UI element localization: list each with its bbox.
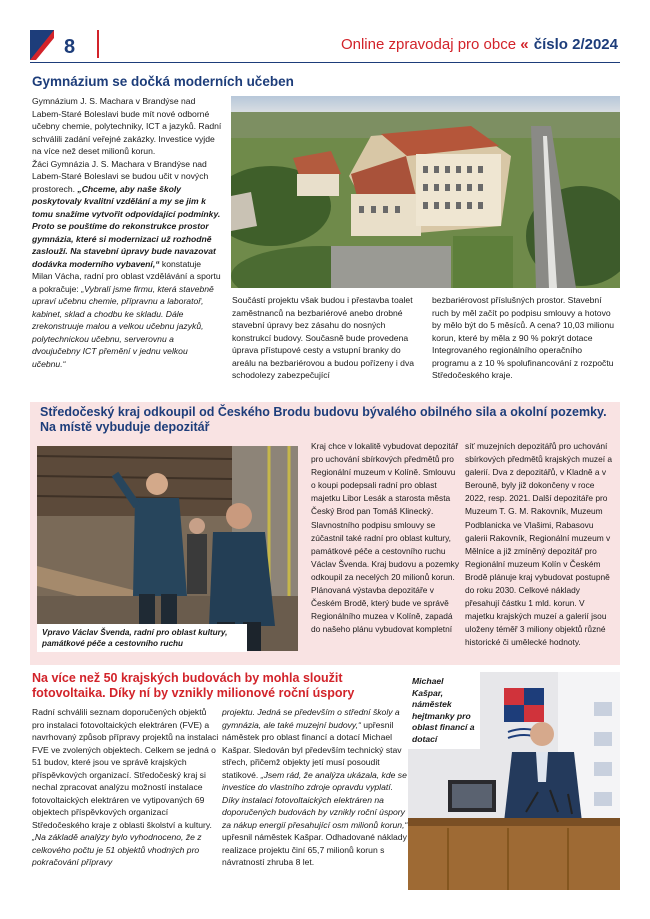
quote-italic: projektu. Jedná se především o střední školy a gymnázia, ale také muzejní budovy,“ (222, 707, 400, 730)
article3-column-2 (222, 706, 408, 869)
region-logo (30, 30, 54, 60)
header-rule (30, 62, 620, 63)
article1-column-1 (32, 95, 222, 370)
quote-bold: „Chceme, aby naše školy poskytovaly kvalitní vzdělání a my se jim k tomu snažíme vytvořit odpovídající podmínky. Proto se pouštíme do rekonstrukce prostor gymnázia, které si modernizaci už rozhodně zaslouží. Na stavební úpravy bude navazovat dodávka moderního vybavení,“ (32, 183, 221, 269)
publication-header (341, 36, 618, 53)
article1-column-3: bezbariérovost příslušných prostor. Stavební ruch by měl začít po podpisu smlouvy a hotovo by mělo být do 5 měsíců. A cena? 10,03 milionu korun, které by měla z 90 % pokrýt dotace Integrovaného regionálního operačního programu a z 10 % spolufinancování z rozpočtu Středočeského kraje. (432, 295, 615, 380)
text-run: upřesnil náměstek pro oblast financí a dotací Michael Kašpar. Sledován byl především technický stav střech, přičemž objekty jetí musí posoudit statikové. (222, 719, 402, 780)
publication-name: Online zpravodaj pro obce (340, 36, 517, 53)
article2-title: Středočeský kraj odkoupil od Českého Brodu budovu bývalého obilného sila a okolní pozemky. Na místě vybuduje depozitář (40, 405, 607, 434)
page-number: 8 (64, 36, 76, 58)
article2-photo-caption: Vpravo Václav Švenda, radní pro oblast kultury, památkové péče a cestovního ruchu (37, 624, 247, 652)
text-run: Radní schválili seznam doporučených objektů pro instalaci fotovoltaických elektráren (FVE) a navrhovaný způsob přípravy projektů na instalaci FVE ve zvolených objektech. Celkem se jedná o 51 budov, které jsou ve správě krajských příspěvkových organizací. Středočeský kraj si nechal zpracovat analýzu možností instalace fotovoltaických elektráren ve vytipovaných 69 objektech příspěvkových organizací Středočeského kraje z oblasti školství a kultury. (32, 707, 219, 830)
article1-paragraph (32, 158, 222, 371)
article2-column-1: Kraj chce v lokalitě vybudovat depozitář pro uchování sbírkových předmětů pro Regionální muzeum v Kolíně. Smlouvu o koupi podepsali radní pro oblast majetku Libor Lesák a starosta města Český Brod pan Tomáš Klinecký. Slavnostního podpisu smlouvy se zúčastnil také radní pro oblast kultury, památkové péče a cestovního ruchu Václav Švenda. Kraj budovu a pozemky odkoupil za necelých 20 milionů korun. Plánovaná výstavba depozitáře v Českém Brodě, který bude ve správě Regionálního muzea v Kolíně, zapadá do našeho plánu vybudovat kompletní (311, 441, 460, 635)
quote-italic: „Jsem rád, že analýza ukázala, kde se investice do vlastního zdroje opravdu vyplatí. Díky instalaci fotovoltaických elektráren na doporučených budovách by vznikly roční úspory za nákup energií přesahující osm milionů korun,“ (222, 769, 408, 830)
quote-italic: „Vybralí jsme firmu, která stavebně upraví učebnu chemie, přípravnu a laboratoř, kabinet, sklad a chodbu ke skladu. Dále zrekonstruuje malou a velkou učebnu jazyků, polytechnickou učebnu, serverovnu a dvoujučebny ICT přemění v jednu velkou učebnu.“ (32, 283, 214, 369)
quote-italic: „Na základě analýzy bylo vyhodnoceno, že z celkového počtu je 51 objektů vhodných pro pokračování přípravy (32, 832, 202, 867)
article1-title: Gymnázium se dočká moderních učeben (32, 74, 294, 89)
header-divider (97, 30, 99, 58)
text-run: upřesnil náměstek Kašpar. Odhadované náklady realizace projektu činí 65,7 milionů korun s návratností zhruba 8 let. (222, 832, 407, 867)
silo-interior-photo (37, 446, 298, 651)
gymnasium-aerial-photo (231, 96, 620, 288)
text-run: Žáci Gymnázia J. S. Machara v Brandýse nad Labem-Staré Boleslavi se budou učit v nových prostorech. (32, 158, 209, 194)
text-run: konstatuje Milan Vácha, radní pro oblast vzdělávání a sportu a pokračuje: (32, 258, 221, 294)
article3-photo-caption: Michael Kašpar, náměstek hejtmanky pro oblast financí a dotací (408, 672, 480, 749)
article3-title: Na více než 50 krajských budovách by mohla sloužit fotovoltaika. Díky ní by vznikly milionové roční úspory (32, 671, 355, 700)
chevron-icon: « (520, 36, 526, 53)
issue-number: číslo 2/2024 (533, 36, 618, 53)
article1-lead: Gymnázium J. S. Machara v Brandýse nad Labem-Staré Boleslavi bude mít nové odborné učebny chemie, polytechniky, ICT a jazyků. Radní schválili zadání veřejné zakázky. Investice vyjde na více než deset milionů korun. (32, 96, 222, 156)
article2-column-2: síť muzejních depozitářů pro uchování sbírkových předmětů krajských muzeí a galerií. Dva z depozitářů, v Kladně a v Berouně, byly již dokončeny v roce 2022, resp. 2021. Další depozitáře pro Muzeum T. G. M. Rakovník, Muzeum Podblanicka ve Vlašimi, Rabasovu galerii Rakovník, Regionální muzeum v Mělníce a již zmíněný depozitář pro Regionální muzeum Kolín v Českém Brodě plánuje kraj vybudovat postupně do roku 2030. Celkové náklady přesahují částku 1 mld. korun. V majetku krajských muzeí a galerií jsou uloženy téměř 3 miliony objektů různé historické či umělecké hodnoty. (465, 441, 613, 648)
article1-column-2: Součástí projektu však budou i přestavba toalet zaměstnanců na bezbariérové anebo drobné stavební úpravy bez zásahu do nosných konstrukcí budovy. Současně bude provedena úprava přístupové cesty a vstupní branky do areálu na bezbariérovou a budou pořízeny i dva schodolezy zabezpečující (232, 295, 415, 380)
article3-column-1 (32, 706, 220, 869)
